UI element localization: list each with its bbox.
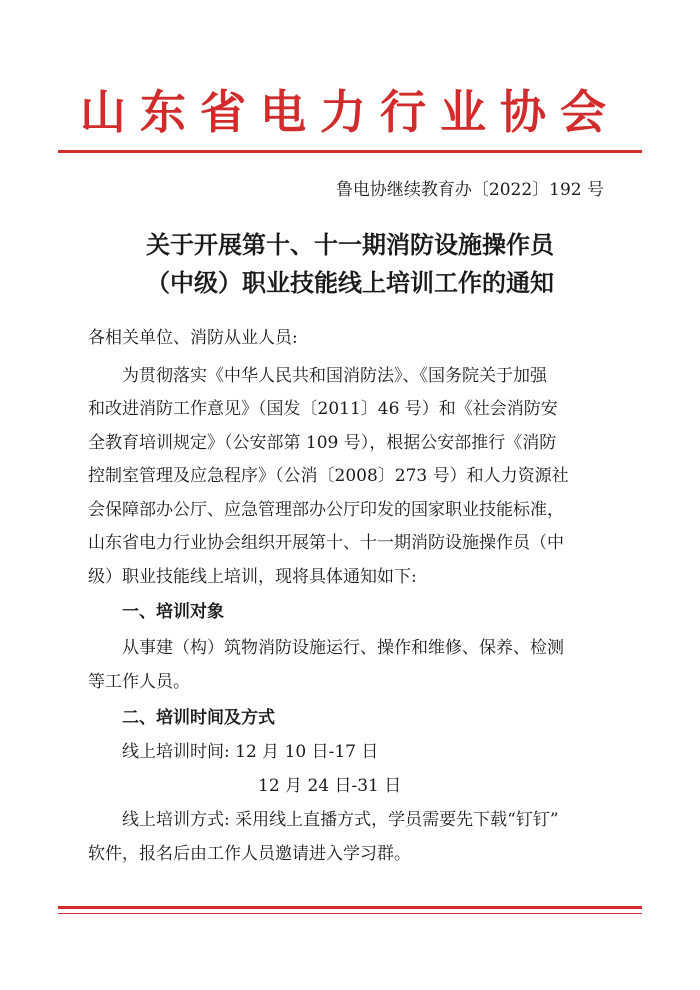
- intro-line: 为贯彻落实《中华人民共和国消防法》、《国务院关于加强: [122, 366, 547, 386]
- footer-red-rule: [58, 906, 642, 909]
- intro-line: 会保障部办公厅、应急管理部办公厅印发的国家职业技能标准，: [88, 500, 564, 520]
- document-number: 鲁电协继续教育办〔2022〕192 号: [335, 180, 604, 200]
- section1-line: 从事建（构）筑物消防设施运行、操作和维修、保养、检测: [122, 638, 564, 658]
- document-title-line-1: 关于开展第十、十一期消防设施操作员: [146, 230, 554, 259]
- organization-name: 山东省电力行业协会: [80, 85, 620, 139]
- section-heading-training-target: 一、培训对象: [122, 602, 224, 622]
- footer-red-rule-thin: [58, 913, 642, 914]
- training-time-line: 线上培训时间: 12 月 10 日-17 日: [122, 742, 379, 762]
- intro-line: 级）职业技能线上培训，现将具体通知如下:: [88, 567, 417, 587]
- training-method-line: 软件，报名后由工作人员邀请进入学习群。: [88, 844, 411, 864]
- intro-line: 山东省电力行业协会组织开展第十、十一期消防设施操作员（中: [88, 533, 564, 553]
- header-red-rule: [58, 150, 642, 153]
- document-title-line-2: （中级）职业技能线上培训工作的通知: [146, 268, 554, 297]
- training-method-line: 线上培训方式: 采用线上直播方式，学员需要先下载“钉钉”: [122, 810, 559, 830]
- intro-line: 和改进消防工作意见》（国发〔2011〕46 号）和《社会消防安: [88, 399, 558, 419]
- intro-line: 全教育培训规定》（公安部第 109 号），根据公安部推行《消防: [88, 433, 557, 453]
- intro-line: 控制室管理及应急程序》（公消〔2008〕273 号）和人力资源社: [88, 466, 569, 486]
- training-time-line: 12 月 24 日-31 日: [258, 776, 402, 796]
- section1-line: 等工作人员。: [88, 672, 190, 692]
- salutation: 各相关单位、消防从业人员:: [88, 328, 298, 348]
- section-heading-training-time-method: 二、培训时间及方式: [122, 708, 275, 728]
